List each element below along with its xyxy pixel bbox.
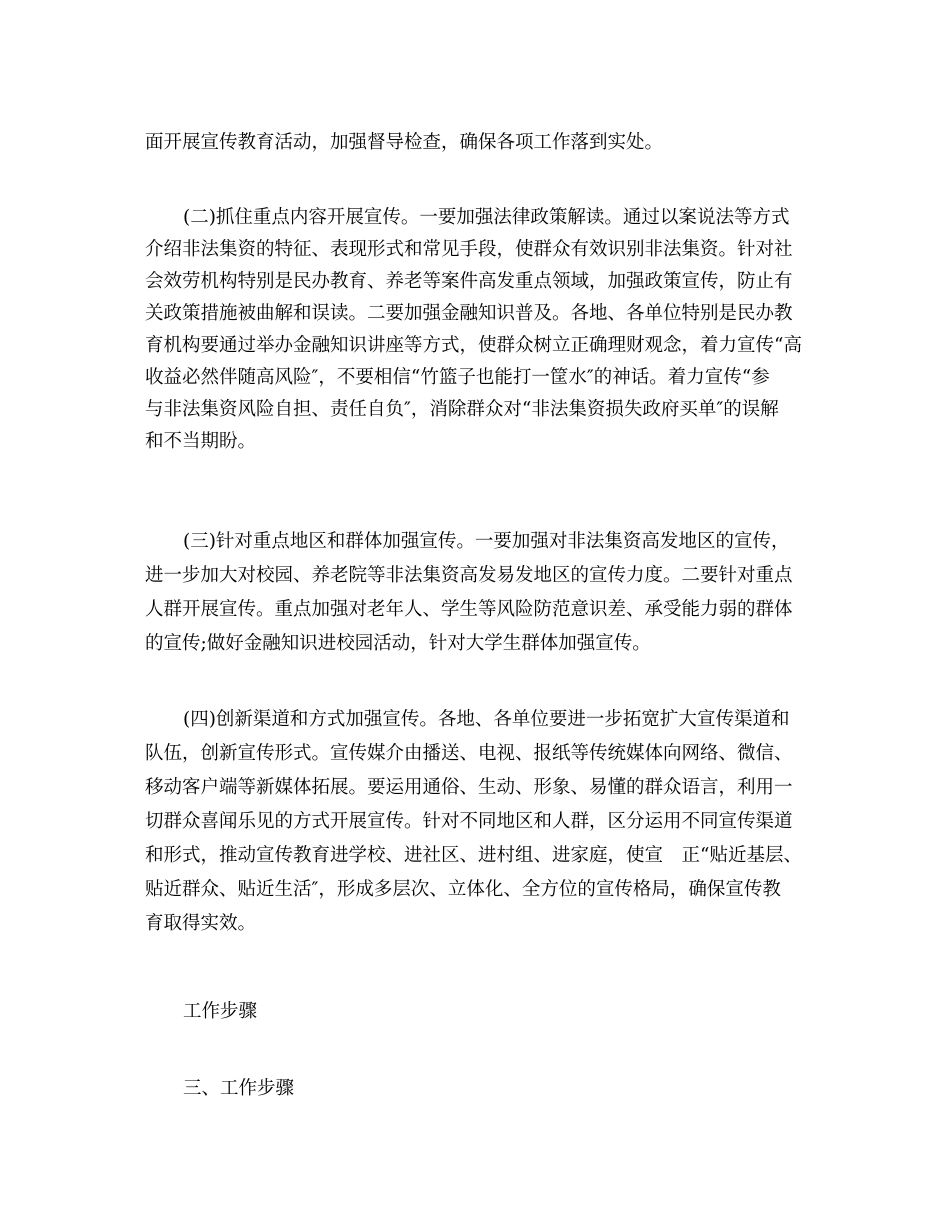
paragraph-3-line-2: 进一步加大对校园、养老院等非法集资高发易发地区的宣传力度。二要针对重点	[145, 565, 793, 586]
paragraph-2-line-1: (二)抓住重点内容开展宣传。一要加强法律政策解读。通过以案说法等方式	[183, 207, 790, 228]
paragraph-2-line-7: 与非法集资风险自担、责任自负″，消除群众对“非法集资损失政府买单″的误解	[145, 399, 779, 420]
paragraph-4-line-1: (四)创新渠道和方式加强宣传。各地、各单位要进一步拓宽扩大宣传渠道和	[183, 709, 790, 730]
paragraph-2-line-6: 收益必然伴随高风险″，不要相信“竹篮子也能打一筐水″的神话。着力宣传“参	[145, 367, 770, 388]
section-label: 工作步骤	[183, 1001, 258, 1022]
paragraph-2-line-5: 育机构要通过举办金融知识讲座等方式，使群众树立正确理财观念，着力宣传“高	[145, 335, 802, 356]
section-heading: 三、工作步骤	[183, 1078, 295, 1099]
paragraph-3-line-3: 人群开展宣传。重点加强对老年人、学生等风险防范意识差、承受能力弱的群体	[145, 599, 793, 620]
paragraph-4-line-6: 贴近群众、贴近生活″，形成多层次、立体化、全方位的宣传格局，确保宣传教	[145, 879, 781, 900]
paragraph-4-line-3: 移动客户端等新媒体拓展。要运用通俗、生动、形象、易懂的群众语言，利用一	[145, 777, 793, 798]
paragraph-2-line-4: 关政策措施被曲解和误读。二要加强金融知识普及。各地、各单位特别是民办教	[145, 303, 793, 324]
paragraph-3-line-1: (三)针对重点地区和群体加强宣传。一要加强对非法集资高发地区的宣传，	[183, 531, 790, 552]
paragraph-4-line-4: 切群众喜闻乐见的方式开展宣传。针对不同地区和人群，区分运用不同宣传渠道	[145, 811, 793, 832]
paragraph-2-line-3: 会效劳机构特别是民办教育、养老等案件高发重点领域，加强政策宣传，防止有	[145, 271, 793, 292]
paragraph-4-line-7: 育取得实效。	[145, 913, 257, 934]
paragraph-4-line-2: 队伍，创新宣传形式。宣传媒介由播送、电视、报纸等传统媒体向网络、微信、	[145, 743, 793, 764]
paragraph-3-line-4: 的宣传;做好金融知识进校园活动，针对大学生群体加强宣传。	[145, 633, 651, 654]
paragraph-2-line-8: 和不当期盼。	[145, 431, 257, 452]
paragraph-2-line-2: 介绍非法集资的特征、表现形式和常见手段，使群众有效识别非法集资。针对社	[145, 239, 793, 260]
paragraph-1-line-1: 面开展宣传教育活动，加强督导检查，确保各项工作落到实处。	[145, 132, 664, 153]
paragraph-4-line-5: 和形式，推动宣传教育进学校、进社区、进村组、进家庭，使宣 正“贴近基层、	[145, 845, 802, 866]
